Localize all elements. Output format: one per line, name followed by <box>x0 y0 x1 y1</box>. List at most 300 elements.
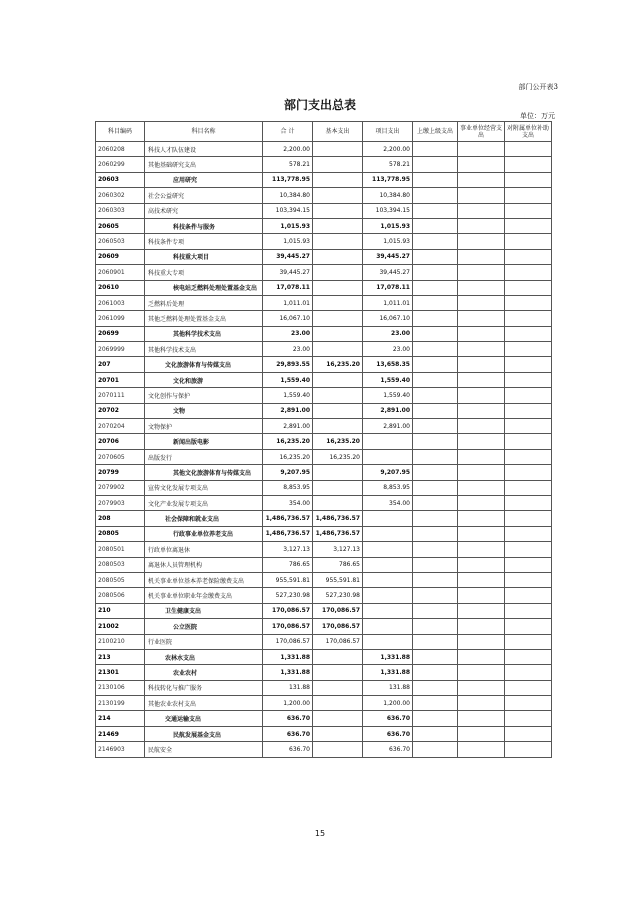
cell-operating <box>458 511 505 526</box>
cell-subsidy <box>505 603 552 618</box>
cell-project: 636.70 <box>363 711 413 726</box>
cell-subsidy <box>505 634 552 649</box>
cell-subsidy <box>505 311 552 326</box>
cell-total: 955,591.81 <box>263 572 313 587</box>
cell-subsidy <box>505 188 552 203</box>
cell-code: 2060299 <box>96 157 145 172</box>
table-row <box>96 357 552 372</box>
cell-project <box>363 542 413 557</box>
cell-code: 2060901 <box>96 265 145 280</box>
expenditure-table <box>95 121 552 758</box>
cell-code: 20701 <box>96 372 145 387</box>
cell-total: 786.65 <box>263 557 313 572</box>
cell-name: 交通运输支出 <box>145 711 263 726</box>
cell-project: 1,015.93 <box>363 234 413 249</box>
cell-code: 2080505 <box>96 572 145 587</box>
table-row <box>96 542 552 557</box>
cell-name: 宣传文化发展专项支出 <box>145 480 263 495</box>
unit-label: 单位：万元 <box>520 112 555 120</box>
cell-name: 机关事业单位职业年金缴费支出 <box>145 588 263 603</box>
cell-subsidy <box>505 742 552 757</box>
cell-subsidy <box>505 572 552 587</box>
cell-code: 2130106 <box>96 680 145 695</box>
cell-subsidy <box>505 142 552 157</box>
cell-code: 2061099 <box>96 311 145 326</box>
cell-name: 科技人才队伍建设 <box>145 142 263 157</box>
cell-name: 文物 <box>145 403 263 418</box>
cell-name: 文化旅游体育与传媒支出 <box>145 357 263 372</box>
cell-total: 23.00 <box>263 326 313 341</box>
cell-operating <box>458 280 505 295</box>
cell-remit <box>413 434 458 449</box>
col-header-total: 合 计 <box>263 122 313 142</box>
cell-name: 民航安全 <box>145 742 263 757</box>
cell-name: 农林水支出 <box>145 649 263 664</box>
cell-name: 乏燃料后处理 <box>145 295 263 310</box>
table-row <box>96 619 552 634</box>
cell-operating <box>458 342 505 357</box>
cell-name: 其他基础研究支出 <box>145 157 263 172</box>
cell-basic <box>313 495 363 510</box>
cell-total: 170,086.57 <box>263 619 313 634</box>
table-row <box>96 157 552 172</box>
cell-total: 8,853.95 <box>263 480 313 495</box>
cell-basic: 16,235.20 <box>313 449 363 464</box>
cell-code: 208 <box>96 511 145 526</box>
cell-subsidy <box>505 649 552 664</box>
table-row <box>96 188 552 203</box>
cell-name: 出版发行 <box>145 449 263 464</box>
cell-operating <box>458 434 505 449</box>
cell-total: 636.70 <box>263 726 313 741</box>
cell-project: 17,078.11 <box>363 280 413 295</box>
cell-code: 2146903 <box>96 742 145 757</box>
cell-code: 213 <box>96 649 145 664</box>
cell-remit <box>413 711 458 726</box>
cell-subsidy <box>505 357 552 372</box>
cell-project <box>363 526 413 541</box>
cell-basic <box>313 172 363 187</box>
table-row <box>96 372 552 387</box>
cell-subsidy <box>505 665 552 680</box>
cell-code: 2061003 <box>96 295 145 310</box>
cell-remit <box>413 218 458 233</box>
cell-operating <box>458 696 505 711</box>
cell-remit <box>413 542 458 557</box>
table-row <box>96 203 552 218</box>
cell-basic: 3,127.13 <box>313 542 363 557</box>
table-row <box>96 265 552 280</box>
cell-basic <box>313 726 363 741</box>
cell-remit <box>413 342 458 357</box>
cell-remit <box>413 419 458 434</box>
cell-remit <box>413 495 458 510</box>
cell-code: 2070204 <box>96 419 145 434</box>
table-row <box>96 234 552 249</box>
cell-remit <box>413 465 458 480</box>
cell-remit <box>413 557 458 572</box>
cell-project: 39,445.27 <box>363 249 413 264</box>
cell-code: 21002 <box>96 619 145 634</box>
cell-basic <box>313 403 363 418</box>
cell-project: 1,559.40 <box>363 388 413 403</box>
col-header-name: 科目名称 <box>145 122 263 142</box>
cell-subsidy <box>505 419 552 434</box>
cell-operating <box>458 742 505 757</box>
cell-code: 2070605 <box>96 449 145 464</box>
cell-code: 21469 <box>96 726 145 741</box>
cell-total: 1,331.88 <box>263 649 313 664</box>
cell-basic <box>313 342 363 357</box>
cell-operating <box>458 726 505 741</box>
cell-code: 2060302 <box>96 188 145 203</box>
cell-code: 20605 <box>96 218 145 233</box>
cell-project: 9,207.95 <box>363 465 413 480</box>
cell-operating <box>458 249 505 264</box>
cell-total: 16,235.20 <box>263 434 313 449</box>
cell-subsidy <box>505 696 552 711</box>
table-row <box>96 480 552 495</box>
col-header-basic: 基本支出 <box>313 122 363 142</box>
cell-name: 离退休人员管理机构 <box>145 557 263 572</box>
cell-project: 23.00 <box>363 342 413 357</box>
cell-subsidy <box>505 203 552 218</box>
cell-subsidy <box>505 172 552 187</box>
cell-project: 1,559.40 <box>363 372 413 387</box>
cell-operating <box>458 172 505 187</box>
cell-name: 高技术研究 <box>145 203 263 218</box>
cell-remit <box>413 696 458 711</box>
cell-project: 103,394.15 <box>363 203 413 218</box>
cell-subsidy <box>505 280 552 295</box>
cell-name: 科技条件与服务 <box>145 218 263 233</box>
cell-operating <box>458 142 505 157</box>
cell-name: 文化和旅游 <box>145 372 263 387</box>
table-row <box>96 726 552 741</box>
cell-total: 16,235.20 <box>263 449 313 464</box>
cell-basic <box>313 280 363 295</box>
cell-operating <box>458 403 505 418</box>
cell-code: 2080503 <box>96 557 145 572</box>
cell-basic <box>313 742 363 757</box>
col-header-code: 科目编码 <box>96 122 145 142</box>
cell-subsidy <box>505 511 552 526</box>
cell-code: 2130199 <box>96 696 145 711</box>
cell-subsidy <box>505 342 552 357</box>
cell-total: 636.70 <box>263 711 313 726</box>
cell-code: 2100210 <box>96 634 145 649</box>
cell-total: 354.00 <box>263 495 313 510</box>
col-header-operating: 事业单位经营支出 <box>458 122 505 142</box>
cell-project <box>363 449 413 464</box>
cell-code: 20706 <box>96 434 145 449</box>
cell-total: 1,200.00 <box>263 696 313 711</box>
cell-basic <box>313 311 363 326</box>
cell-remit <box>413 726 458 741</box>
cell-operating <box>458 449 505 464</box>
cell-total: 29,893.55 <box>263 357 313 372</box>
cell-total: 17,078.11 <box>263 280 313 295</box>
cell-name: 社会公益研究 <box>145 188 263 203</box>
cell-basic: 170,086.57 <box>313 634 363 649</box>
cell-basic <box>313 203 363 218</box>
cell-code: 2060503 <box>96 234 145 249</box>
cell-remit <box>413 280 458 295</box>
cell-operating <box>458 495 505 510</box>
table-row <box>96 526 552 541</box>
cell-subsidy <box>505 403 552 418</box>
cell-remit <box>413 234 458 249</box>
cell-subsidy <box>505 726 552 741</box>
cell-name: 其他农业农村支出 <box>145 696 263 711</box>
cell-project: 1,015.93 <box>363 218 413 233</box>
table-row <box>96 665 552 680</box>
cell-basic <box>313 419 363 434</box>
cell-basic <box>313 465 363 480</box>
cell-name: 公立医院 <box>145 619 263 634</box>
cell-basic <box>313 142 363 157</box>
cell-subsidy <box>505 680 552 695</box>
cell-total: 113,778.95 <box>263 172 313 187</box>
cell-operating <box>458 542 505 557</box>
cell-code: 20702 <box>96 403 145 418</box>
cell-basic <box>313 295 363 310</box>
cell-project: 1,011.01 <box>363 295 413 310</box>
cell-basic: 527,230.98 <box>313 588 363 603</box>
cell-basic: 1,486,736.57 <box>313 526 363 541</box>
cell-remit <box>413 265 458 280</box>
cell-remit <box>413 249 458 264</box>
cell-basic: 16,235.20 <box>313 357 363 372</box>
cell-name: 其他科学技术支出 <box>145 326 263 341</box>
cell-total: 23.00 <box>263 342 313 357</box>
cell-project: 636.70 <box>363 726 413 741</box>
cell-subsidy <box>505 542 552 557</box>
cell-operating <box>458 603 505 618</box>
cell-total: 170,086.57 <box>263 634 313 649</box>
cell-project: 39,445.27 <box>363 265 413 280</box>
table-header-row <box>96 122 552 142</box>
cell-total: 1,486,736.57 <box>263 526 313 541</box>
cell-code: 2079902 <box>96 480 145 495</box>
cell-basic <box>313 665 363 680</box>
cell-name: 文化产业发展专项支出 <box>145 495 263 510</box>
table-row <box>96 388 552 403</box>
table-row <box>96 634 552 649</box>
cell-basic: 1,486,736.57 <box>313 511 363 526</box>
cell-subsidy <box>505 326 552 341</box>
cell-code: 2060303 <box>96 203 145 218</box>
table-row <box>96 742 552 757</box>
cell-basic: 955,591.81 <box>313 572 363 587</box>
cell-remit <box>413 203 458 218</box>
cell-operating <box>458 295 505 310</box>
cell-remit <box>413 680 458 695</box>
cell-subsidy <box>505 372 552 387</box>
table-row <box>96 495 552 510</box>
cell-remit <box>413 403 458 418</box>
table-row <box>96 696 552 711</box>
cell-total: 1,011.01 <box>263 295 313 310</box>
cell-name: 文化创作与保护 <box>145 388 263 403</box>
table-row <box>96 419 552 434</box>
cell-subsidy <box>505 480 552 495</box>
cell-remit <box>413 526 458 541</box>
cell-project: 2,200.00 <box>363 142 413 157</box>
cell-remit <box>413 480 458 495</box>
cell-code: 20805 <box>96 526 145 541</box>
cell-remit <box>413 326 458 341</box>
cell-total: 39,445.27 <box>263 265 313 280</box>
cell-basic: 170,086.57 <box>313 603 363 618</box>
cell-basic <box>313 218 363 233</box>
table-row <box>96 449 552 464</box>
cell-subsidy <box>505 434 552 449</box>
cell-name: 卫生健康支出 <box>145 603 263 618</box>
cell-basic <box>313 234 363 249</box>
form-tag: 部门公开表3 <box>518 83 558 91</box>
cell-operating <box>458 157 505 172</box>
cell-code: 20603 <box>96 172 145 187</box>
cell-project <box>363 572 413 587</box>
table-row <box>96 603 552 618</box>
cell-remit <box>413 634 458 649</box>
cell-subsidy <box>505 495 552 510</box>
cell-total: 103,394.15 <box>263 203 313 218</box>
cell-project: 2,891.00 <box>363 419 413 434</box>
cell-code: 2060208 <box>96 142 145 157</box>
cell-name: 行业医院 <box>145 634 263 649</box>
cell-total: 1,486,736.57 <box>263 511 313 526</box>
cell-basic: 170,086.57 <box>313 619 363 634</box>
cell-operating <box>458 649 505 664</box>
page-title: 部门支出总表 <box>283 98 356 112</box>
cell-project <box>363 634 413 649</box>
cell-name: 科技条件专项 <box>145 234 263 249</box>
cell-code: 20699 <box>96 326 145 341</box>
cell-basic <box>313 188 363 203</box>
cell-remit <box>413 619 458 634</box>
cell-code: 207 <box>96 357 145 372</box>
table-row <box>96 326 552 341</box>
cell-name: 其他文化旅游体育与传媒支出 <box>145 465 263 480</box>
cell-total: 9,207.95 <box>263 465 313 480</box>
cell-code: 214 <box>96 711 145 726</box>
cell-subsidy <box>505 157 552 172</box>
cell-name: 核电站乏燃料处理处置基金支出 <box>145 280 263 295</box>
cell-operating <box>458 388 505 403</box>
cell-project <box>363 588 413 603</box>
cell-operating <box>458 311 505 326</box>
table-row <box>96 434 552 449</box>
cell-project: 113,778.95 <box>363 172 413 187</box>
cell-remit <box>413 142 458 157</box>
cell-code: 2080506 <box>96 588 145 603</box>
cell-total: 1,015.93 <box>263 234 313 249</box>
cell-project: 1,331.88 <box>363 649 413 664</box>
page-number: 15 <box>314 829 326 838</box>
cell-basic <box>313 696 363 711</box>
cell-operating <box>458 203 505 218</box>
cell-subsidy <box>505 526 552 541</box>
cell-remit <box>413 372 458 387</box>
cell-project: 8,853.95 <box>363 480 413 495</box>
cell-project: 2,891.00 <box>363 403 413 418</box>
cell-operating <box>458 265 505 280</box>
cell-basic <box>313 388 363 403</box>
cell-operating <box>458 480 505 495</box>
cell-total: 636.70 <box>263 742 313 757</box>
cell-operating <box>458 419 505 434</box>
cell-project <box>363 619 413 634</box>
cell-total: 1,559.40 <box>263 372 313 387</box>
col-header-remit: 上缴上级支出 <box>413 122 458 142</box>
cell-project: 1,200.00 <box>363 696 413 711</box>
table-row <box>96 403 552 418</box>
table-row <box>96 311 552 326</box>
cell-code: 20799 <box>96 465 145 480</box>
cell-total: 2,200.00 <box>263 142 313 157</box>
cell-remit <box>413 172 458 187</box>
cell-subsidy <box>505 218 552 233</box>
cell-basic <box>313 157 363 172</box>
cell-subsidy <box>505 449 552 464</box>
cell-remit <box>413 157 458 172</box>
cell-operating <box>458 711 505 726</box>
cell-basic <box>313 711 363 726</box>
cell-project: 1,331.88 <box>363 665 413 680</box>
cell-operating <box>458 357 505 372</box>
cell-operating <box>458 234 505 249</box>
cell-name: 民航发展基金支出 <box>145 726 263 741</box>
table-row <box>96 588 552 603</box>
cell-project: 636.70 <box>363 742 413 757</box>
table-row <box>96 342 552 357</box>
cell-name: 科技重大专项 <box>145 265 263 280</box>
cell-name: 行政事业单位养老支出 <box>145 526 263 541</box>
cell-remit <box>413 449 458 464</box>
table-row <box>96 295 552 310</box>
cell-operating <box>458 526 505 541</box>
cell-remit <box>413 511 458 526</box>
cell-operating <box>458 665 505 680</box>
cell-code: 2080501 <box>96 542 145 557</box>
cell-total: 131.88 <box>263 680 313 695</box>
cell-operating <box>458 188 505 203</box>
col-header-project: 项目支出 <box>363 122 413 142</box>
cell-subsidy <box>505 295 552 310</box>
cell-remit <box>413 603 458 618</box>
cell-code: 20609 <box>96 249 145 264</box>
table-row <box>96 572 552 587</box>
cell-operating <box>458 465 505 480</box>
cell-subsidy <box>505 465 552 480</box>
cell-basic <box>313 265 363 280</box>
cell-total: 1,331.88 <box>263 665 313 680</box>
cell-total: 3,127.13 <box>263 542 313 557</box>
cell-operating <box>458 326 505 341</box>
cell-operating <box>458 557 505 572</box>
cell-remit <box>413 388 458 403</box>
cell-total: 1,015.93 <box>263 218 313 233</box>
table-row <box>96 557 552 572</box>
table-row <box>96 142 552 157</box>
cell-basic <box>313 372 363 387</box>
cell-project: 23.00 <box>363 326 413 341</box>
cell-operating <box>458 218 505 233</box>
cell-code: 20610 <box>96 280 145 295</box>
cell-code: 210 <box>96 603 145 618</box>
